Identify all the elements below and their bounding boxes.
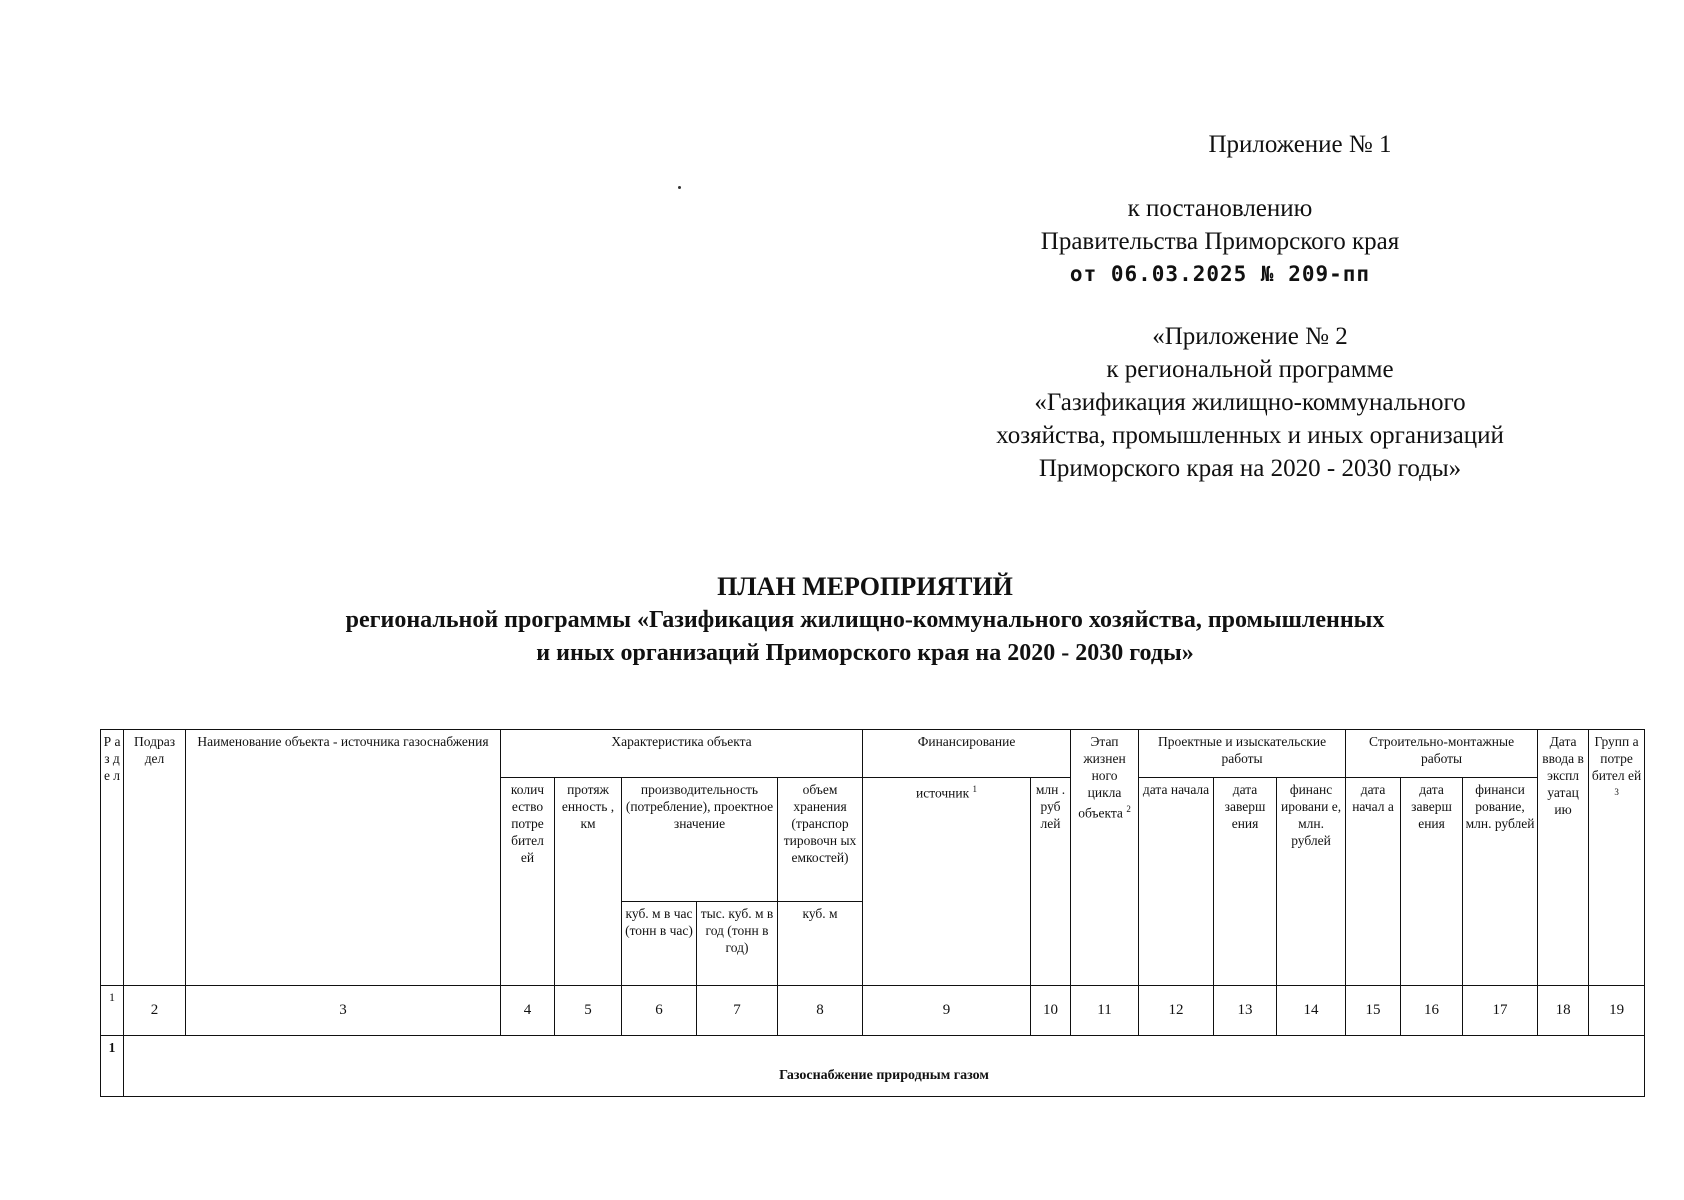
col-commission-date: Дата ввода в экспл уатац ию [1538,730,1589,986]
scan-speck [678,186,681,189]
decree-reference [1000,192,1440,291]
col-object-name: Наименование объекта - источника газоснабжения [186,730,501,986]
group-object-characteristics: Характеристика объекта [501,730,863,778]
col-lifecycle-stage-label: Этап жизнен ного цикла объекта [1078,734,1126,821]
appendix-2-line-2: к региональной программе [1106,356,1394,383]
col-financing-mln-rub: млн . руб лей [1031,778,1071,986]
decree-line-2: Правительства Приморского края [1040,228,1400,255]
footnote-consumer-group: 3 [1614,787,1619,797]
col-financing-source [863,778,1031,986]
column-number: 10 [1031,986,1071,1036]
footnote-source: 1 [972,784,978,794]
column-number: 7 [697,986,778,1036]
col-design-financing: финанс ировани е, млн. рублей [1277,778,1346,986]
col-consumer-group [1589,730,1645,986]
column-number: 3 [186,986,501,1036]
col-construction-start-date: дата начал а [1346,778,1401,986]
col-design-start-date: дата начала [1139,778,1214,986]
column-number: 6 [622,986,697,1036]
column-number: 2 [124,986,186,1036]
col-construction-financing: финанси рование, млн. рублей [1463,778,1538,986]
appendix-2-line-4: хозяйства, промышленных и иных организаций [996,422,1504,449]
col-podrazdel: Подраз дел [124,730,186,986]
plan-title [100,570,1630,670]
appendix-2-line-1: «Приложение № 2 [1152,323,1348,350]
column-number: 18 [1538,986,1589,1036]
decree-line-1: к постановлению [1127,195,1313,222]
col-construction-end-date: дата заверш ения [1401,778,1463,986]
column-number: 9 [863,986,1031,1036]
column-number: 19 [1589,986,1645,1036]
unit-m3-per-hour: куб. м в час (тонн в час) [622,902,697,986]
col-design-end-date: дата заверш ения [1214,778,1277,986]
column-number: 12 [1139,986,1214,1036]
col-consumers-count: колич ество потре бител ей [501,778,555,986]
column-number: 15 [1346,986,1401,1036]
col-financing-source-label: источник [916,785,970,801]
appendix-2-line-5: Приморского края на 2020 - 2030 годы» [1038,455,1462,482]
appendix-2-reference [930,320,1570,485]
column-number: 11 [1071,986,1139,1036]
group-construction-works: Строительно-монтажные работы [1346,730,1538,778]
appendix-2-line-3: «Газификация жилищно-коммунального [1034,389,1466,416]
column-number: 14 [1277,986,1346,1036]
section-label: Газоснабжение природным газом [124,1036,1645,1097]
unit-m3: куб. м [778,902,863,986]
column-number: 13 [1214,986,1277,1036]
plan-title-main: ПЛАН МЕРОПРИЯТИЙ [717,572,1013,601]
footnote-lifecycle: 2 [1126,804,1131,814]
col-consumer-group-label: Групп а потре бител ей [1591,734,1642,783]
unit-thousand-m3-per-year: тыс. куб. м в год (тонн в год) [697,902,778,986]
plan-title-sub-2: и иных организаций Приморского края на 2020 - 2030 годы» [536,640,1194,666]
plan-title-sub-1: региональной программы «Газификация жилищно-коммунального хозяйства, промышленных [345,607,1385,633]
appendix-1-text: Приложение № 1 [1208,131,1392,158]
activities-plan-table [100,729,1645,1097]
column-number: 1 [101,986,124,1036]
column-number: 4 [501,986,555,1036]
column-number: 5 [555,986,622,1036]
group-design-works: Проектные и изыскательские работы [1139,730,1346,778]
header-row-1 [101,730,1645,778]
group-financing: Финансирование [863,730,1071,778]
column-number-row [101,986,1645,1036]
decree-number: от 06.03.2025 № 209-пп [1069,262,1371,286]
section-row [101,1036,1645,1097]
col-length-km: протяж енность , км [555,778,622,986]
col-storage-volume: объем хранения (транспор тировочн ых емкостей) [778,778,863,902]
col-lifecycle-stage [1071,730,1139,986]
section-number: 1 [101,1036,124,1097]
appendix-1-label [1100,128,1500,161]
col-razdel: Р а з д е л [101,730,124,986]
column-number: 8 [778,986,863,1036]
column-number: 16 [1401,986,1463,1036]
col-capacity: производительность (потребление), проектное значение [622,778,778,902]
column-number: 17 [1463,986,1538,1036]
